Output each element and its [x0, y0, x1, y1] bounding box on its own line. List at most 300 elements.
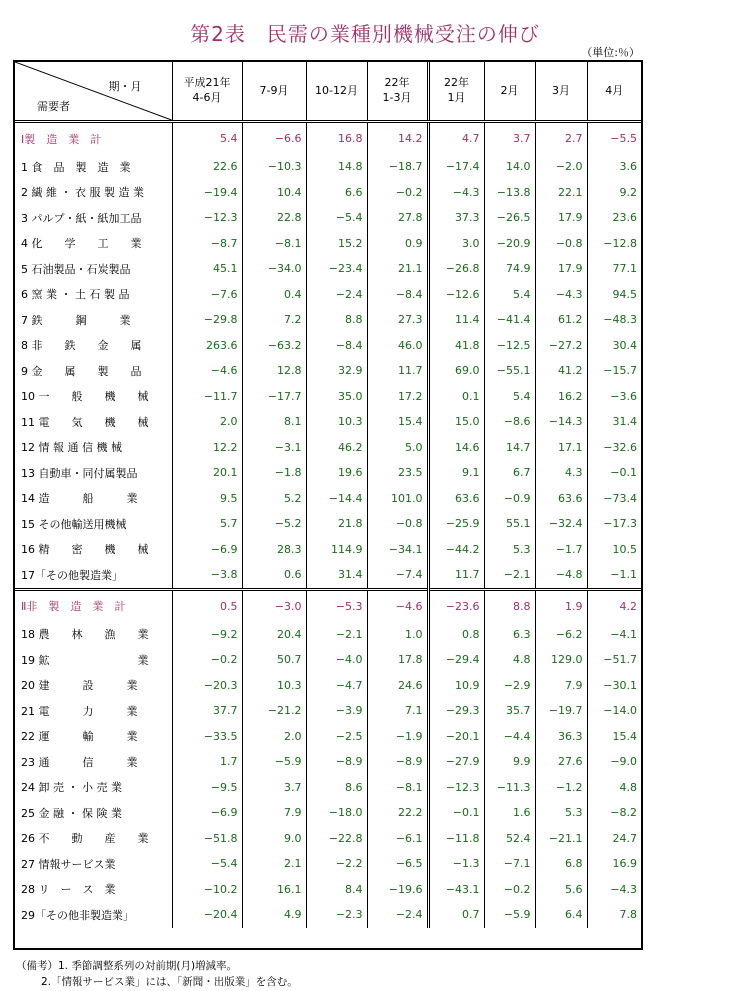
value-cell: 5.4 — [172, 122, 242, 155]
table-row — [15, 647, 641, 673]
value-cell: 16.9 — [587, 851, 641, 877]
value-cell: −29.8 — [172, 307, 242, 333]
table-row — [15, 724, 641, 750]
value-cell: 41.2 — [535, 358, 587, 384]
value-cell: 7.9 — [535, 673, 587, 699]
value-cell: 10.3 — [242, 673, 306, 699]
value-cell: 16.8 — [306, 122, 367, 155]
value-cell: 61.2 — [535, 307, 587, 333]
value-cell: −4.0 — [306, 647, 367, 673]
value-cell: 10.9 — [428, 673, 484, 699]
value-cell: 5.3 — [535, 800, 587, 826]
value-cell: 4.7 — [428, 122, 484, 155]
value-cell: −20.1 — [428, 724, 484, 750]
value-cell: −1.8 — [242, 460, 306, 486]
value-cell: 7.9 — [242, 800, 306, 826]
value-cell: −29.3 — [428, 698, 484, 724]
value-cell: −2.1 — [306, 622, 367, 648]
row-label: 19 鉱 業 — [21, 653, 149, 667]
value-cell: −12.3 — [428, 775, 484, 801]
value-cell: −32.6 — [587, 435, 641, 461]
value-cell: −27.2 — [535, 333, 587, 359]
value-cell: 14.7 — [484, 435, 535, 461]
value-cell: −6.1 — [367, 826, 428, 852]
value-cell: 8.8 — [484, 589, 535, 622]
value-cell: −25.9 — [428, 511, 484, 537]
row-label: 8 非 鉄 金 属 — [21, 339, 142, 353]
table-row — [15, 775, 641, 801]
value-cell: −7.1 — [484, 851, 535, 877]
col-header: 22年 1‐3月 — [367, 62, 428, 122]
table-row — [15, 486, 641, 512]
value-cell: −21.1 — [535, 826, 587, 852]
value-cell: 6.8 — [535, 851, 587, 877]
value-cell: 4.8 — [587, 775, 641, 801]
value-cell: −4.4 — [484, 724, 535, 750]
row-label: 28 リ ー ス 業 — [21, 883, 116, 897]
row-label: 13 自動車・同付属製品 — [21, 466, 138, 480]
table-row — [15, 435, 641, 461]
value-cell: 22.6 — [172, 154, 242, 180]
value-cell: 10.5 — [587, 537, 641, 563]
value-cell: −0.2 — [367, 180, 428, 206]
value-cell: −3.1 — [242, 435, 306, 461]
value-cell: 3.7 — [484, 122, 535, 155]
value-cell: 1.6 — [484, 800, 535, 826]
row-label: 20 建 設 業 — [21, 679, 138, 693]
value-cell: 24.6 — [367, 673, 428, 699]
row-label: Ⅱ非 製 造 業 計 — [15, 589, 172, 622]
table-row — [15, 622, 641, 648]
value-cell: −0.8 — [367, 511, 428, 537]
value-cell: −1.1 — [587, 562, 641, 589]
value-cell: −15.7 — [587, 358, 641, 384]
value-cell: 0.9 — [367, 231, 428, 257]
value-cell: −6.9 — [172, 537, 242, 563]
row-label: 24 卸 売 ・ 小 売 業 — [21, 781, 122, 795]
value-cell: 30.4 — [587, 333, 641, 359]
value-cell: 15.2 — [306, 231, 367, 257]
value-cell: 35.7 — [484, 698, 535, 724]
row-label: 29「その他非製造業」 — [21, 908, 134, 922]
value-cell: −29.4 — [428, 647, 484, 673]
table-row — [15, 698, 641, 724]
col-header: 7‐9月 — [242, 62, 306, 122]
value-cell: −26.8 — [428, 256, 484, 282]
value-cell: 41.8 — [428, 333, 484, 359]
value-cell: −10.3 — [242, 154, 306, 180]
value-cell: 27.6 — [535, 749, 587, 775]
value-cell: −4.3 — [428, 180, 484, 206]
value-cell: 19.6 — [306, 460, 367, 486]
value-cell: −2.9 — [484, 673, 535, 699]
value-cell: 7.2 — [242, 307, 306, 333]
col-header: 2月 — [484, 62, 535, 122]
value-cell: 5.7 — [172, 511, 242, 537]
table-row — [15, 384, 641, 410]
row-label: 12 情 報 通 信 機 械 — [21, 441, 122, 455]
row-label: 17「その他製造業」 — [21, 568, 123, 582]
value-cell: 4.9 — [242, 902, 306, 928]
value-cell: −1.2 — [535, 775, 587, 801]
value-cell: −8.1 — [367, 775, 428, 801]
value-cell: −26.5 — [484, 205, 535, 231]
data-table-frame — [13, 60, 643, 950]
value-cell: 3.7 — [242, 775, 306, 801]
value-cell: 7.8 — [587, 902, 641, 928]
value-cell: 15.4 — [587, 724, 641, 750]
header-row — [15, 62, 641, 122]
value-cell: 8.1 — [242, 409, 306, 435]
row-label: 27 情報サービス業 — [21, 857, 116, 871]
col-header: 平成21年 4‐6月 — [172, 62, 242, 122]
value-cell: −5.9 — [484, 902, 535, 928]
value-cell: 4.3 — [535, 460, 587, 486]
value-cell: −9.2 — [172, 622, 242, 648]
table-row — [15, 409, 641, 435]
row-label: 26 不 動 産 業 — [21, 832, 149, 846]
table-row — [15, 333, 641, 359]
table-row — [15, 256, 641, 282]
value-cell: 37.3 — [428, 205, 484, 231]
note-1: （備考）1. 季節調整系列の対前期(月)増減率。 — [16, 960, 238, 972]
value-cell: −1.9 — [367, 724, 428, 750]
value-cell: −0.1 — [428, 800, 484, 826]
value-cell: 31.4 — [306, 562, 367, 589]
machinery-orders-table — [15, 62, 641, 928]
value-cell: 1.0 — [367, 622, 428, 648]
row-label: 15 その他輸送用機械 — [21, 517, 127, 531]
value-cell: −5.4 — [172, 851, 242, 877]
value-cell: 9.0 — [242, 826, 306, 852]
value-cell: −19.7 — [535, 698, 587, 724]
value-cell: −4.3 — [535, 282, 587, 308]
value-cell: −8.6 — [484, 409, 535, 435]
value-cell: −0.2 — [172, 647, 242, 673]
value-cell: −20.4 — [172, 902, 242, 928]
value-cell: −4.1 — [587, 622, 641, 648]
value-cell: −34.0 — [242, 256, 306, 282]
value-cell: 16.2 — [535, 384, 587, 410]
value-cell: −0.2 — [484, 877, 535, 903]
value-cell: −8.4 — [306, 333, 367, 359]
table-row — [15, 851, 641, 877]
value-cell: 23.5 — [367, 460, 428, 486]
value-cell: −22.8 — [306, 826, 367, 852]
value-cell: 37.7 — [172, 698, 242, 724]
value-cell: 14.6 — [428, 435, 484, 461]
value-cell: −51.7 — [587, 647, 641, 673]
value-cell: −4.6 — [172, 358, 242, 384]
value-cell: 14.2 — [367, 122, 428, 155]
value-cell: −8.9 — [367, 749, 428, 775]
row-label: 5 石油製品・石炭製品 — [21, 262, 131, 276]
row-label: 3 パルプ・紙・紙加工品 — [21, 211, 142, 225]
row-label: 22 運 輸 業 — [21, 730, 138, 744]
unit-label: （単位:％） — [581, 46, 640, 59]
value-cell: 22.8 — [242, 205, 306, 231]
value-cell: 10.4 — [242, 180, 306, 206]
value-cell: 0.6 — [242, 562, 306, 589]
summary-row — [15, 589, 641, 622]
value-cell: −2.1 — [484, 562, 535, 589]
table-row — [15, 749, 641, 775]
value-cell: 21.8 — [306, 511, 367, 537]
value-cell: −34.1 — [367, 537, 428, 563]
row-label: 18 農 林 漁 業 — [21, 628, 149, 642]
demander-header-label: 需要者 — [37, 100, 70, 113]
note-2: 2.「情報サービス業」には、「新聞・出版業」を含む。 — [41, 976, 298, 989]
value-cell: 74.9 — [484, 256, 535, 282]
value-cell: −27.9 — [428, 749, 484, 775]
value-cell: −8.7 — [172, 231, 242, 257]
value-cell: −4.8 — [535, 562, 587, 589]
value-cell: −6.9 — [172, 800, 242, 826]
row-label: 16 精 密 機 械 — [21, 543, 149, 557]
summary-row — [15, 122, 641, 155]
value-cell: 11.7 — [428, 562, 484, 589]
value-cell: −2.5 — [306, 724, 367, 750]
value-cell: −30.1 — [587, 673, 641, 699]
value-cell: −12.8 — [587, 231, 641, 257]
value-cell: 0.4 — [242, 282, 306, 308]
value-cell: 16.1 — [242, 877, 306, 903]
value-cell: −2.0 — [535, 154, 587, 180]
value-cell: 63.6 — [428, 486, 484, 512]
table-row — [15, 154, 641, 180]
value-cell: −17.7 — [242, 384, 306, 410]
value-cell: 20.4 — [242, 622, 306, 648]
value-cell: 9.9 — [484, 749, 535, 775]
value-cell: 11.7 — [367, 358, 428, 384]
value-cell: 8.8 — [306, 307, 367, 333]
col-header: 4月 — [587, 62, 641, 122]
value-cell: −20.3 — [172, 673, 242, 699]
value-cell: −11.3 — [484, 775, 535, 801]
value-cell: 24.7 — [587, 826, 641, 852]
value-cell: 12.8 — [242, 358, 306, 384]
value-cell: −8.2 — [587, 800, 641, 826]
value-cell: 6.6 — [306, 180, 367, 206]
value-cell: −17.3 — [587, 511, 641, 537]
value-cell: −12.6 — [428, 282, 484, 308]
value-cell: 1.7 — [172, 749, 242, 775]
value-cell: −48.3 — [587, 307, 641, 333]
value-cell: 1.9 — [535, 589, 587, 622]
value-cell: 6.7 — [484, 460, 535, 486]
value-cell: 77.1 — [587, 256, 641, 282]
value-cell: 0.5 — [172, 589, 242, 622]
value-cell: −18.0 — [306, 800, 367, 826]
value-cell: −8.9 — [306, 749, 367, 775]
table-row — [15, 205, 641, 231]
value-cell: −7.4 — [367, 562, 428, 589]
value-cell: 50.7 — [242, 647, 306, 673]
value-cell: −11.8 — [428, 826, 484, 852]
row-label: 2 繊 維 ・ 衣 服 製 造 業 — [21, 186, 144, 200]
value-cell: 46.0 — [367, 333, 428, 359]
row-label: 1 食 品 製 造 業 — [21, 160, 131, 174]
value-cell: −2.4 — [306, 282, 367, 308]
value-cell: 101.0 — [367, 486, 428, 512]
value-cell: −5.9 — [242, 749, 306, 775]
table-row — [15, 358, 641, 384]
table-row — [15, 877, 641, 903]
value-cell: 5.2 — [242, 486, 306, 512]
row-label: 23 通 信 業 — [21, 755, 138, 769]
value-cell: −0.8 — [535, 231, 587, 257]
value-cell: −5.5 — [587, 122, 641, 155]
value-cell: −23.6 — [428, 589, 484, 622]
value-cell: 5.6 — [535, 877, 587, 903]
value-cell: −21.2 — [242, 698, 306, 724]
value-cell: −12.5 — [484, 333, 535, 359]
value-cell: 69.0 — [428, 358, 484, 384]
value-cell: −5.3 — [306, 589, 367, 622]
value-cell: 8.4 — [306, 877, 367, 903]
row-label: 21 電 力 業 — [21, 704, 138, 718]
table-row — [15, 307, 641, 333]
value-cell: −3.9 — [306, 698, 367, 724]
value-cell: 2.0 — [172, 409, 242, 435]
value-cell: −13.8 — [484, 180, 535, 206]
value-cell: −20.9 — [484, 231, 535, 257]
value-cell: 5.0 — [367, 435, 428, 461]
value-cell: 263.6 — [172, 333, 242, 359]
value-cell: −14.0 — [587, 698, 641, 724]
value-cell: 2.1 — [242, 851, 306, 877]
value-cell: 8.6 — [306, 775, 367, 801]
value-cell: 0.8 — [428, 622, 484, 648]
value-cell: −4.7 — [306, 673, 367, 699]
value-cell: 27.8 — [367, 205, 428, 231]
row-label: 9 金 属 製 品 — [21, 364, 142, 378]
value-cell: −9.5 — [172, 775, 242, 801]
value-cell: −43.1 — [428, 877, 484, 903]
value-cell: −63.2 — [242, 333, 306, 359]
value-cell: −6.2 — [535, 622, 587, 648]
value-cell: 63.6 — [535, 486, 587, 512]
value-cell: −55.1 — [484, 358, 535, 384]
value-cell: −4.6 — [367, 589, 428, 622]
value-cell: −2.2 — [306, 851, 367, 877]
notes — [16, 958, 298, 991]
value-cell: 55.1 — [484, 511, 535, 537]
value-cell: 21.1 — [367, 256, 428, 282]
table-row — [15, 282, 641, 308]
value-cell: −18.7 — [367, 154, 428, 180]
value-cell: −73.4 — [587, 486, 641, 512]
row-label: 7 鉄 鋼 業 — [21, 313, 131, 327]
value-cell: −23.4 — [306, 256, 367, 282]
row-label: 25 金 融 ・ 保 険 業 — [21, 806, 122, 820]
value-cell: 36.3 — [535, 724, 587, 750]
value-cell: −10.2 — [172, 877, 242, 903]
value-cell: 31.4 — [587, 409, 641, 435]
value-cell: 28.3 — [242, 537, 306, 563]
value-cell: 0.7 — [428, 902, 484, 928]
value-cell: 2.0 — [242, 724, 306, 750]
table-row — [15, 511, 641, 537]
value-cell: 5.4 — [484, 282, 535, 308]
table-row — [15, 800, 641, 826]
value-cell: 9.5 — [172, 486, 242, 512]
value-cell: −19.6 — [367, 877, 428, 903]
value-cell: 22.2 — [367, 800, 428, 826]
table-row — [15, 231, 641, 257]
col-header: 3月 — [535, 62, 587, 122]
value-cell: 5.3 — [484, 537, 535, 563]
value-cell: 17.9 — [535, 256, 587, 282]
value-cell: 52.4 — [484, 826, 535, 852]
value-cell: 4.8 — [484, 647, 535, 673]
value-cell: −19.4 — [172, 180, 242, 206]
value-cell: −33.5 — [172, 724, 242, 750]
value-cell: 9.1 — [428, 460, 484, 486]
value-cell: 114.9 — [306, 537, 367, 563]
value-cell: 22.1 — [535, 180, 587, 206]
value-cell: −0.1 — [587, 460, 641, 486]
value-cell: −51.8 — [172, 826, 242, 852]
value-cell: −4.3 — [587, 877, 641, 903]
table-row — [15, 673, 641, 699]
value-cell: 46.2 — [306, 435, 367, 461]
value-cell: 2.7 — [535, 122, 587, 155]
value-cell: 17.8 — [367, 647, 428, 673]
value-cell: 6.4 — [535, 902, 587, 928]
value-cell: −6.5 — [367, 851, 428, 877]
value-cell: 45.1 — [172, 256, 242, 282]
value-cell: 15.0 — [428, 409, 484, 435]
value-cell: 11.4 — [428, 307, 484, 333]
row-label: 10 一 般 機 械 — [21, 390, 149, 404]
value-cell: −41.4 — [484, 307, 535, 333]
value-cell: −3.0 — [242, 589, 306, 622]
row-label: 4 化 学 工 業 — [21, 237, 142, 251]
value-cell: −3.8 — [172, 562, 242, 589]
value-cell: 5.4 — [484, 384, 535, 410]
value-cell: 17.2 — [367, 384, 428, 410]
value-cell: 6.3 — [484, 622, 535, 648]
table-row — [15, 826, 641, 852]
header-corner-cell — [15, 62, 172, 122]
value-cell: −6.6 — [242, 122, 306, 155]
col-header: 10‐12月 — [306, 62, 367, 122]
value-cell: −8.1 — [242, 231, 306, 257]
table-row — [15, 562, 641, 589]
value-cell: 0.1 — [428, 384, 484, 410]
value-cell: −0.9 — [484, 486, 535, 512]
value-cell: −7.6 — [172, 282, 242, 308]
value-cell: 17.9 — [535, 205, 587, 231]
value-cell: 129.0 — [535, 647, 587, 673]
value-cell: −2.4 — [367, 902, 428, 928]
value-cell: −17.4 — [428, 154, 484, 180]
value-cell: 4.2 — [587, 589, 641, 622]
value-cell: 23.6 — [587, 205, 641, 231]
table-row — [15, 537, 641, 563]
value-cell: 9.2 — [587, 180, 641, 206]
row-label: 6 窯 業 ・ 土 石 製 品 — [21, 288, 130, 302]
col-header: 22年 1月 — [428, 62, 484, 122]
value-cell: −12.3 — [172, 205, 242, 231]
row-label: 14 造 船 業 — [21, 492, 138, 506]
value-cell: 27.3 — [367, 307, 428, 333]
row-label: 11 電 気 機 械 — [21, 415, 149, 429]
value-cell: −1.3 — [428, 851, 484, 877]
value-cell: −8.4 — [367, 282, 428, 308]
value-cell: −3.6 — [587, 384, 641, 410]
